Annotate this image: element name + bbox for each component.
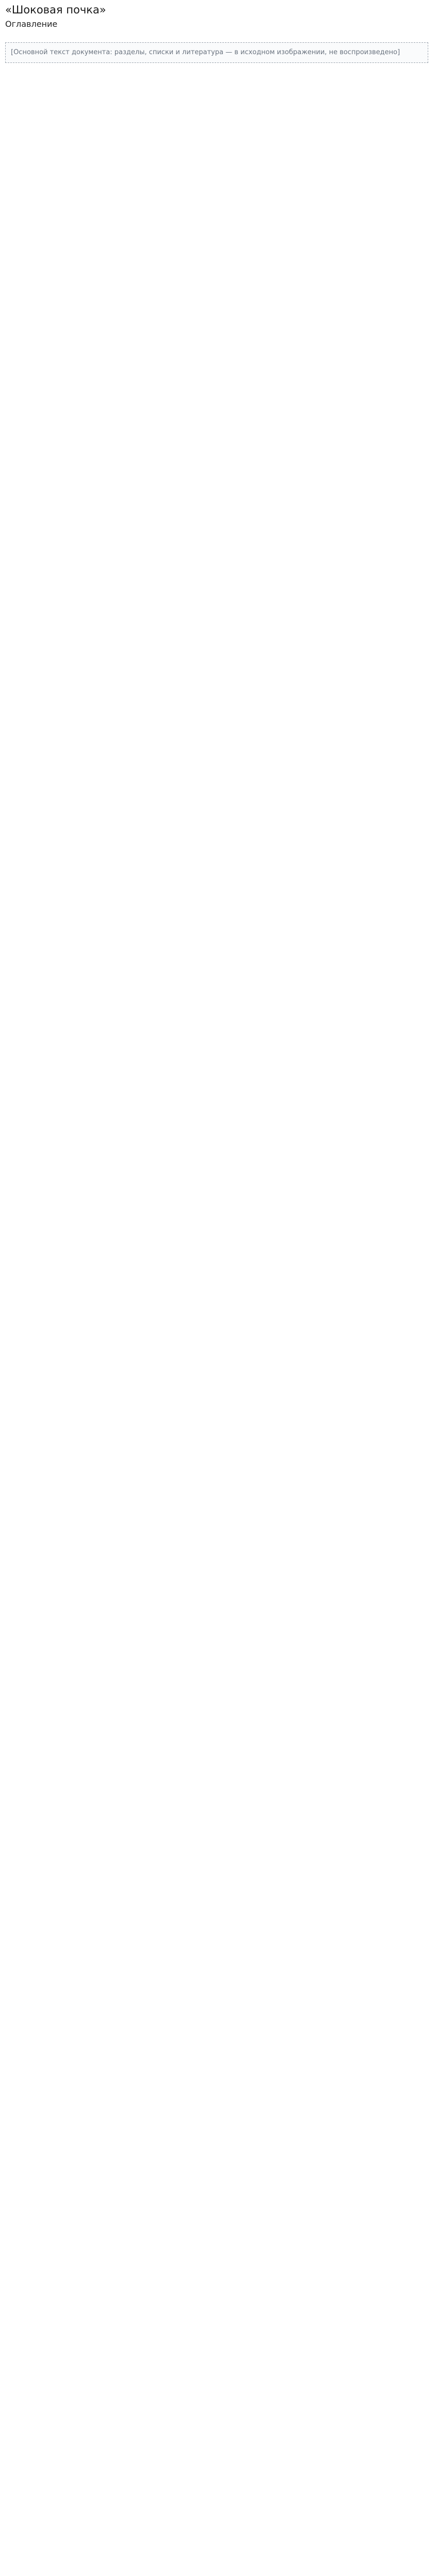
document-content-placeholder: [Основной текст документа: разделы, списки и литература — в исходном изображении, не воспроизведено]	[5, 42, 428, 63]
table-of-contents-label: Оглавление	[5, 19, 58, 29]
document-title: «Шоковая почка»	[5, 4, 106, 16]
document-body	[5, 36, 428, 2565]
document-header	[5, 3, 428, 30]
